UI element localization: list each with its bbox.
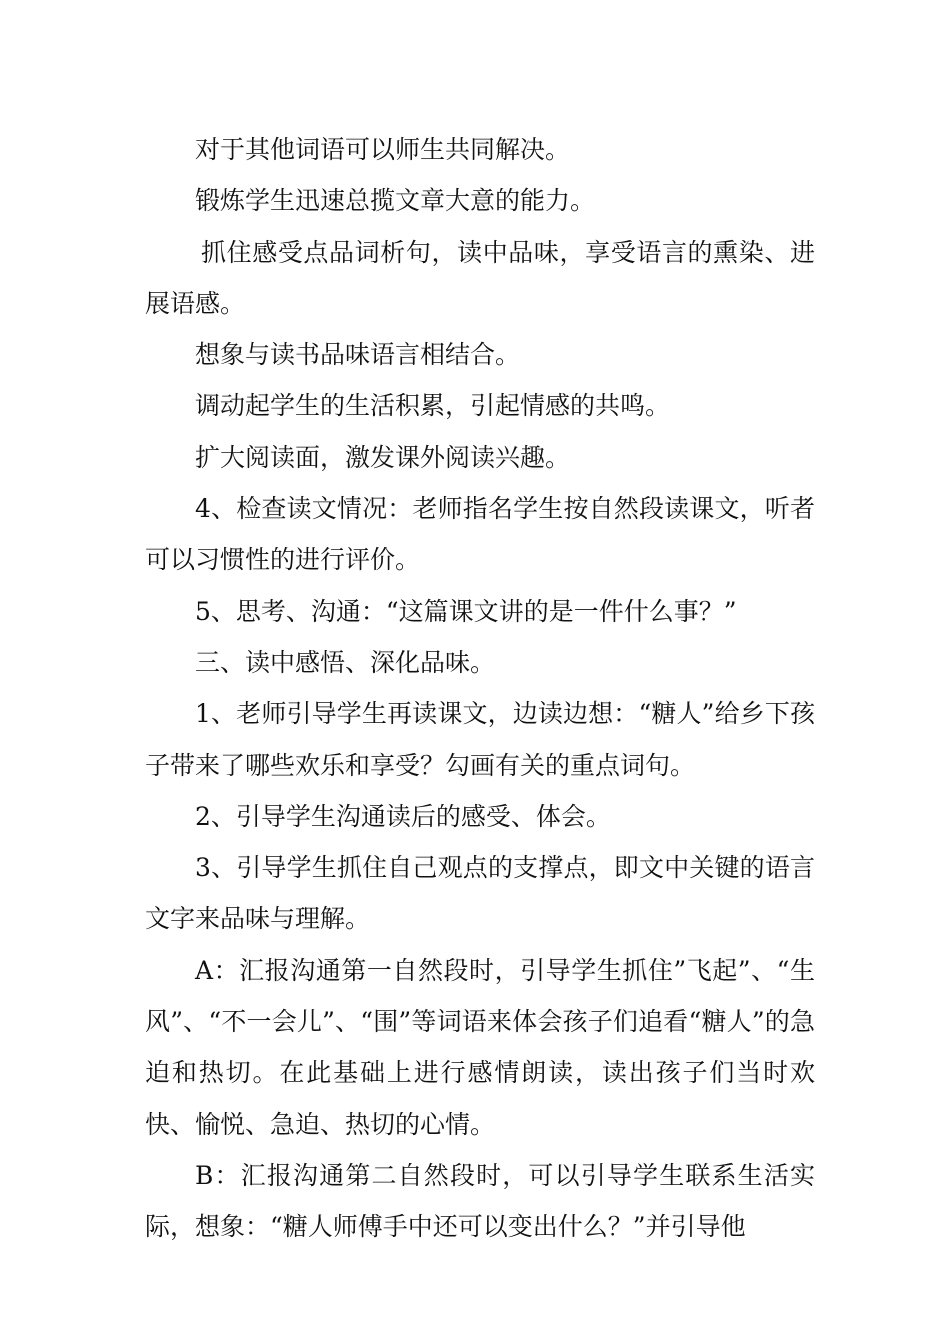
paragraph: 对于其他词语可以师生共同解决。 xyxy=(195,135,571,164)
paragraph: 5、思考、沟通：“这篇课文讲的是一件什么事？” xyxy=(195,596,737,626)
paragraph: A：汇报沟通第一自然段时，引导学生抓住”飞起”、“生风”、“不一会儿”、“围”等词语来体会孩子们追看“糖人”的急迫和热切。在此基础上进行感情朗读，读出孩子们当时欢快、愉悦、急迫、热切的心情。 xyxy=(145,955,815,1139)
paragraph: 3、引导学生抓住自己观点的支撑点，即文中关键的语言文字来品味与理解。 xyxy=(145,853,815,934)
paragraph: 调动起学生的生活积累，引起情感的共鸣。 xyxy=(195,391,671,421)
paragraph: 想象与读书品味语言相结合。 xyxy=(195,340,521,370)
paragraph: 2、引导学生沟通读后的感受、体会。 xyxy=(195,801,611,831)
document-body xyxy=(145,124,815,1253)
paragraph: 1、老师引导学生再读课文，边读边想：“糖人”给乡下孩子带来了哪些欢乐和享受？勾画有关的重点词句。 xyxy=(145,699,815,780)
paragraph: 锻炼学生迅速总揽文章大意的能力。 xyxy=(195,186,596,216)
section-heading: 三、读中感悟、深化品味。 xyxy=(195,647,496,677)
paragraph: 4、检查读文情况：老师指名学生按自然段读课文，听者可以习惯性的进行评价。 xyxy=(145,494,815,575)
paragraph: 抓住感受点品词析句，读中品味，享受语言的熏染、进展语感。 xyxy=(145,237,815,318)
paragraph: B：汇报沟通第二自然段时，可以引导学生联系生活实际，想象：“糖人师傅手中还可以变出什么？”并引导他 xyxy=(145,1160,815,1242)
paragraph: 扩大阅读面，激发课外阅读兴趣。 xyxy=(195,442,571,472)
